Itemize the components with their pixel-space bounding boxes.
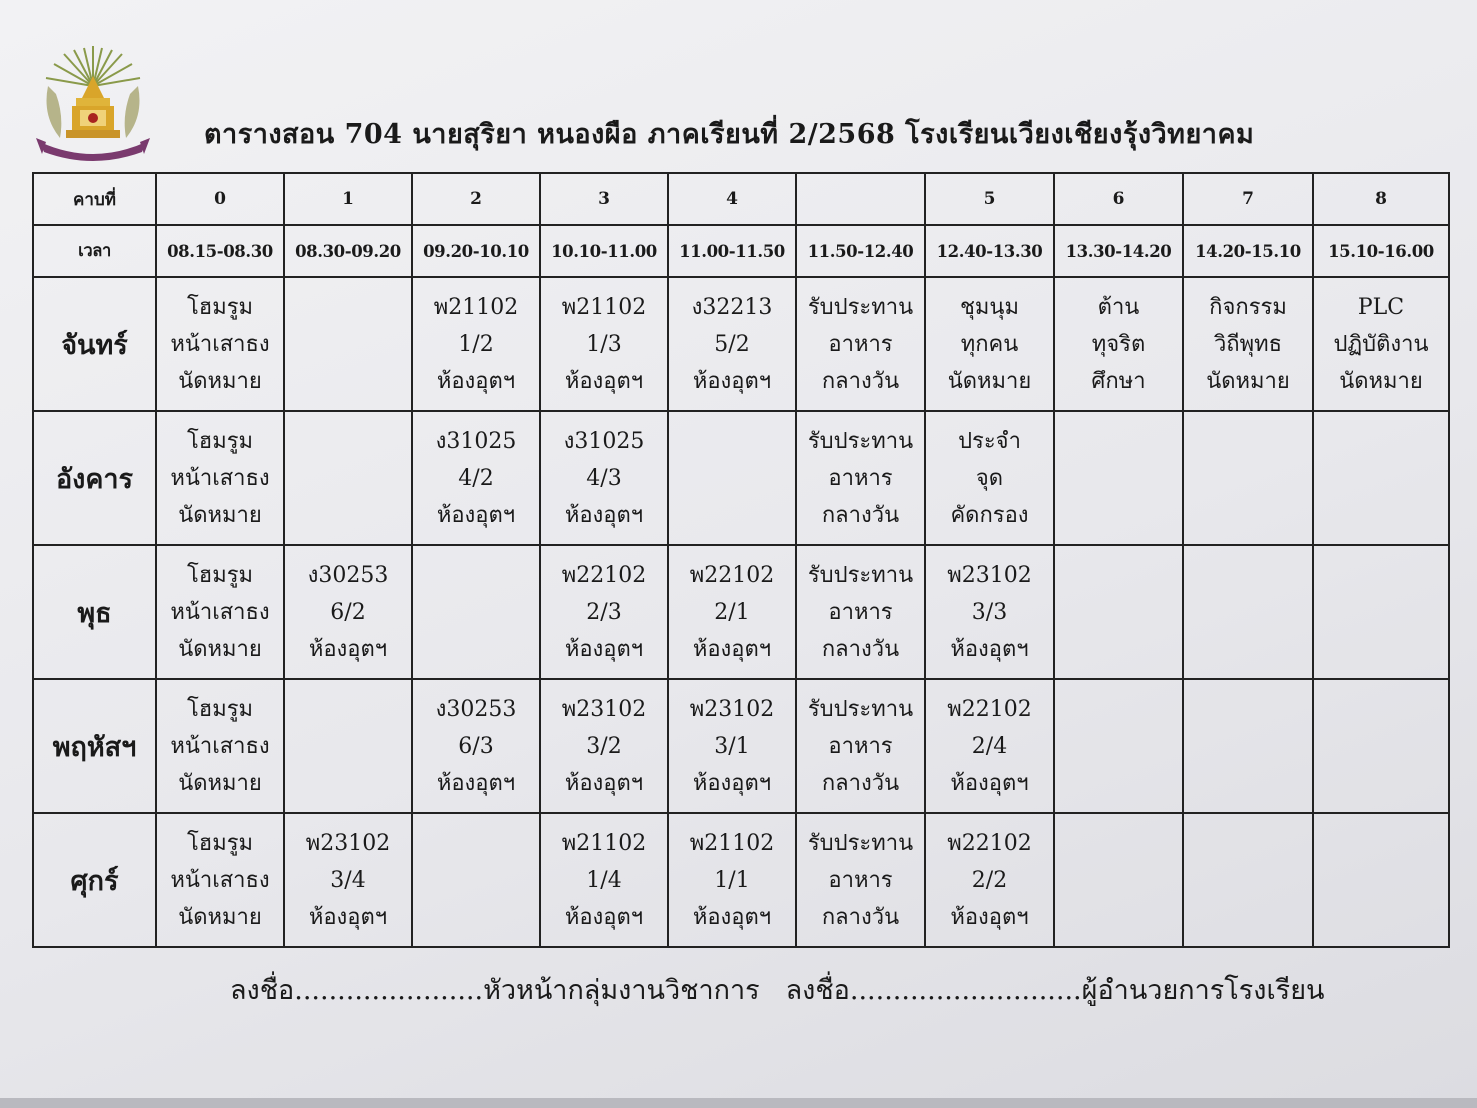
schedule-cell-line: 2/1 xyxy=(714,599,750,625)
schedule-cell xyxy=(412,679,540,813)
schedule-cell xyxy=(540,277,668,411)
schedule-cell-line: ห้องอุตฯ xyxy=(692,770,772,796)
schedule-cell-line: พ22102 xyxy=(947,696,1032,722)
schedule-cell-line: 2/4 xyxy=(971,733,1008,759)
schedule-cell-line: รับประทาน xyxy=(807,294,914,320)
schedule-cell-line: 3/2 xyxy=(586,733,622,759)
schedule-cell-line: พ23102 xyxy=(947,562,1032,588)
schedule-cell xyxy=(284,411,412,545)
schedule-cell-line: 2/2 xyxy=(971,867,1008,893)
schedule-cell-line: 4/3 xyxy=(586,465,622,491)
schedule-cell-line: พ22102 xyxy=(689,562,775,588)
schedule-cell-line: หน้าเสาธง xyxy=(170,465,270,491)
schedule-cell-line: นัดหมาย xyxy=(178,502,262,528)
schedule-cell-line: ห้องอุตฯ xyxy=(308,904,388,930)
schedule-cell-line: อาหาร xyxy=(828,733,893,759)
time-range-cell: 08.30-09.20 xyxy=(284,225,412,277)
schedule-cell xyxy=(1054,679,1183,813)
schedule-cell-line: โฮมรูม xyxy=(186,696,254,722)
time-range-cell: 11.50-12.40 xyxy=(796,225,925,277)
schedule-cell xyxy=(925,679,1054,813)
signature-footer xyxy=(230,968,1324,1011)
schedule-cell xyxy=(668,679,796,813)
schedule-cell-line: ง30253 xyxy=(307,562,389,588)
schedule-cell-line: จุด xyxy=(975,465,1004,491)
schedule-cell xyxy=(1183,277,1313,411)
page-title: ตารางสอน 704 นายสุริยา หนองผือ ภาคเรียนที่ 2/2568 โรงเรียนเวียงเชียงรุ้งวิทยาคม xyxy=(204,119,1255,150)
schedule-cell-line: คัดกรอง xyxy=(950,502,1029,528)
period-number-cell xyxy=(796,173,925,225)
schedule-cell-line: ห้องอุตฯ xyxy=(692,904,772,930)
schedule-cell-line: ทุจริต xyxy=(1091,331,1146,357)
schedule-cell-line: พ21102 xyxy=(561,830,647,856)
schedule-cell xyxy=(1054,545,1183,679)
schedule-cell-line: หน้าเสาธง xyxy=(170,599,270,625)
schedule-cell-line: กลางวัน xyxy=(821,636,900,662)
schedule-cell xyxy=(796,277,925,411)
period-number-cell: 5 xyxy=(925,173,1054,225)
schedule-cell-line: นัดหมาย xyxy=(947,368,1032,394)
schedule-cell xyxy=(540,545,668,679)
day-name-cell: พุธ xyxy=(33,545,156,679)
schedule-cell xyxy=(412,545,540,679)
schedule-cell-line: 3/4 xyxy=(330,867,366,893)
schedule-cell-line: กลางวัน xyxy=(821,770,900,796)
schedule-cell xyxy=(668,277,796,411)
day-row xyxy=(33,813,1449,947)
schedule-cell-line: ห้องอุตฯ xyxy=(564,904,644,930)
schedule-cell-line: ห้องอุตฯ xyxy=(564,368,644,394)
schedule-cell xyxy=(156,679,284,813)
schedule-cell-line: ปฏิบัติงาน xyxy=(1333,331,1429,357)
time-range-cell: 13.30-14.20 xyxy=(1054,225,1183,277)
schedule-cell-line: ห้องอุตฯ xyxy=(692,636,772,662)
time-range-cell: 12.40-13.30 xyxy=(925,225,1054,277)
schedule-cell-line: ประจำ xyxy=(958,428,1021,454)
schedule-cell xyxy=(540,813,668,947)
period-number-cell: 1 xyxy=(284,173,412,225)
period-number-cell: 3 xyxy=(540,173,668,225)
schedule-cell xyxy=(668,411,796,545)
time-range-cell: 11.00-11.50 xyxy=(668,225,796,277)
schedule-cell-line: อาหาร xyxy=(828,867,893,893)
schedule-cell-line: ห้องอุตฯ xyxy=(564,636,644,662)
schedule-cell-line: หน้าเสาธง xyxy=(170,867,270,893)
time-range-cell: 10.10-11.00 xyxy=(540,225,668,277)
schedule-cell-line: 3/1 xyxy=(714,733,750,759)
schedule-cell xyxy=(796,813,925,947)
schedule-cell-line: 2/3 xyxy=(586,599,622,625)
day-name-cell: อังคาร xyxy=(33,411,156,545)
schedule-cell-line: ห้องอุตฯ xyxy=(692,368,772,394)
period-number-cell: 0 xyxy=(156,173,284,225)
schedule-cell-line: พ21102 xyxy=(433,294,519,320)
day-row xyxy=(33,679,1449,813)
schedule-cell xyxy=(796,545,925,679)
schedule-cell-line: รับประทาน xyxy=(807,562,914,588)
schedule-cell xyxy=(284,679,412,813)
schedule-cell-line: ชุมนุม xyxy=(960,294,1019,320)
schedule-cell-line: ห้องอุตฯ xyxy=(950,636,1029,662)
period-number-cell: 6 xyxy=(1054,173,1183,225)
schedule-cell xyxy=(1183,679,1313,813)
schedule-cell-line: พ22102 xyxy=(561,562,647,588)
schedule-cell-line: ห้องอุตฯ xyxy=(564,770,644,796)
schedule-cell xyxy=(1183,545,1313,679)
period-label-cell: คาบที่ xyxy=(33,173,156,225)
time-range-cell: 14.20-15.10 xyxy=(1183,225,1313,277)
schedule-cell xyxy=(412,813,540,947)
schedule-cell-line: ห้องอุตฯ xyxy=(950,770,1029,796)
day-row xyxy=(33,277,1449,411)
signature-academic-head: ลงชื่อ......................หัวหน้ากลุ่มงานวิชาการ xyxy=(230,975,760,1006)
period-number-cell: 7 xyxy=(1183,173,1313,225)
schedule-cell-line: 1/4 xyxy=(586,867,622,893)
schedule-cell xyxy=(1313,813,1449,947)
schedule-cell-line: 5/2 xyxy=(714,331,750,357)
schedule-cell-line: กิจกรรม xyxy=(1209,294,1287,320)
schedule-cell xyxy=(1313,679,1449,813)
schedule-cell-line: ง30253 xyxy=(435,696,517,722)
schedule-cell-line: 4/2 xyxy=(458,465,494,491)
schedule-cell xyxy=(540,411,668,545)
schedule-cell-line: นัดหมาย xyxy=(178,636,262,662)
schedule-cell xyxy=(668,545,796,679)
time-label-cell: เวลา xyxy=(33,225,156,277)
period-number-cell: 2 xyxy=(412,173,540,225)
schedule-cell-line: 3/3 xyxy=(971,599,1008,625)
schedule-cell-line: นัดหมาย xyxy=(178,368,262,394)
schedule-cell xyxy=(925,411,1054,545)
schedule-cell xyxy=(1313,277,1449,411)
schedule-cell-line: ห้องอุตฯ xyxy=(308,636,388,662)
schedule-cell xyxy=(540,679,668,813)
time-range-cell: 09.20-10.10 xyxy=(412,225,540,277)
schedule-cell xyxy=(925,277,1054,411)
schedule-cell xyxy=(1313,545,1449,679)
schedule-cell-line: ทุกคน xyxy=(960,331,1019,357)
schedule-cell-line: PLC xyxy=(1357,294,1405,320)
schedule-cell xyxy=(284,277,412,411)
schedule-cell-line: โฮมรูม xyxy=(186,562,254,588)
schedule-cell-line: ง31025 xyxy=(435,428,517,454)
day-name-cell: พฤหัสฯ xyxy=(33,679,156,813)
time-row xyxy=(33,225,1449,277)
schedule-cell-line: วิถีพุทธ xyxy=(1213,331,1283,357)
schedule-cell xyxy=(925,813,1054,947)
schedule-cell-line: พ23102 xyxy=(689,696,775,722)
schedule-cell-line: 1/2 xyxy=(458,331,494,357)
schedule-cell xyxy=(796,411,925,545)
schedule-cell-line: ห้องอุตฯ xyxy=(436,770,516,796)
schedule-cell-line: 6/2 xyxy=(330,599,366,625)
schedule-cell-line: โฮมรูม xyxy=(186,294,254,320)
period-number-cell: 4 xyxy=(668,173,796,225)
schedule-cell xyxy=(1313,411,1449,545)
schedule-cell-line: พ21102 xyxy=(689,830,775,856)
schedule-cell-line: ง31025 xyxy=(563,428,645,454)
schedule-cell xyxy=(156,411,284,545)
schedule-cell-line: รับประทาน xyxy=(807,830,914,856)
schedule-cell-line: นัดหมาย xyxy=(1206,368,1290,394)
schedule-cell-line: โฮมรูม xyxy=(186,428,254,454)
day-row xyxy=(33,545,1449,679)
signature-director: ลงชื่อ...........................ผู้อำนวยการโรงเรียน xyxy=(785,975,1325,1006)
schedule-cell-line: อาหาร xyxy=(828,465,893,491)
time-range-cell: 15.10-16.00 xyxy=(1313,225,1449,277)
schedule-cell-line: 6/3 xyxy=(458,733,494,759)
schedule-cell xyxy=(284,545,412,679)
schedule-cell-line: ศึกษา xyxy=(1091,368,1146,394)
schedule-cell xyxy=(1054,813,1183,947)
schedule-cell xyxy=(284,813,412,947)
schedule-cell xyxy=(156,813,284,947)
schedule-cell-line: พ23102 xyxy=(305,830,391,856)
schedule-cell xyxy=(1054,411,1183,545)
schedule-cell xyxy=(412,277,540,411)
schedule-cell-line: นัดหมาย xyxy=(178,904,262,930)
time-range-cell: 08.15-08.30 xyxy=(156,225,284,277)
period-number-cell: 8 xyxy=(1313,173,1449,225)
schedule-cell xyxy=(1054,277,1183,411)
schedule-cell-line: กลางวัน xyxy=(821,904,900,930)
schedule-cell-line: รับประทาน xyxy=(807,428,914,454)
schedule-cell xyxy=(156,545,284,679)
schedule-cell-line: พ23102 xyxy=(561,696,647,722)
schedule-cell-line: ง32213 xyxy=(691,294,773,320)
schedule-cell-line: อาหาร xyxy=(828,599,893,625)
schedule-cell-line: พ21102 xyxy=(561,294,647,320)
schedule-cell-line: ห้องอุตฯ xyxy=(950,904,1029,930)
schedule-cell-line: พ22102 xyxy=(947,830,1032,856)
schedule-cell xyxy=(1183,813,1313,947)
schedule-cell-line: หน้าเสาธง xyxy=(170,331,270,357)
schedule-cell-line: ห้องอุตฯ xyxy=(564,502,644,528)
day-name-cell: จันทร์ xyxy=(33,277,156,411)
schedule-cell xyxy=(1183,411,1313,545)
schedule-cell-line: ต้าน xyxy=(1097,294,1140,320)
schedule-cell-line: กลางวัน xyxy=(821,368,900,394)
schedule-cell xyxy=(156,277,284,411)
day-name-cell: ศุกร์ xyxy=(33,813,156,947)
day-row xyxy=(33,411,1449,545)
period-header-row xyxy=(33,173,1449,225)
schedule-cell xyxy=(412,411,540,545)
page-edge-shadow xyxy=(0,1098,1477,1108)
schedule-cell xyxy=(796,679,925,813)
schedule-cell-line: ห้องอุตฯ xyxy=(436,368,516,394)
schedule-cell-line: กลางวัน xyxy=(821,502,900,528)
schedule-cell-line: นัดหมาย xyxy=(1339,368,1423,394)
schedule-cell xyxy=(925,545,1054,679)
school-emblem-icon xyxy=(34,46,152,164)
schedule-cell-line: รับประทาน xyxy=(807,696,914,722)
schedule-cell-line: โฮมรูม xyxy=(186,830,254,856)
timetable xyxy=(32,172,1450,948)
schedule-cell-line: 1/1 xyxy=(714,867,750,893)
schedule-cell xyxy=(668,813,796,947)
schedule-cell-line: นัดหมาย xyxy=(178,770,262,796)
schedule-cell-line: ห้องอุตฯ xyxy=(436,502,516,528)
schedule-cell-line: หน้าเสาธง xyxy=(170,733,270,759)
schedule-cell-line: 1/3 xyxy=(586,331,622,357)
schedule-cell-line: อาหาร xyxy=(828,331,893,357)
